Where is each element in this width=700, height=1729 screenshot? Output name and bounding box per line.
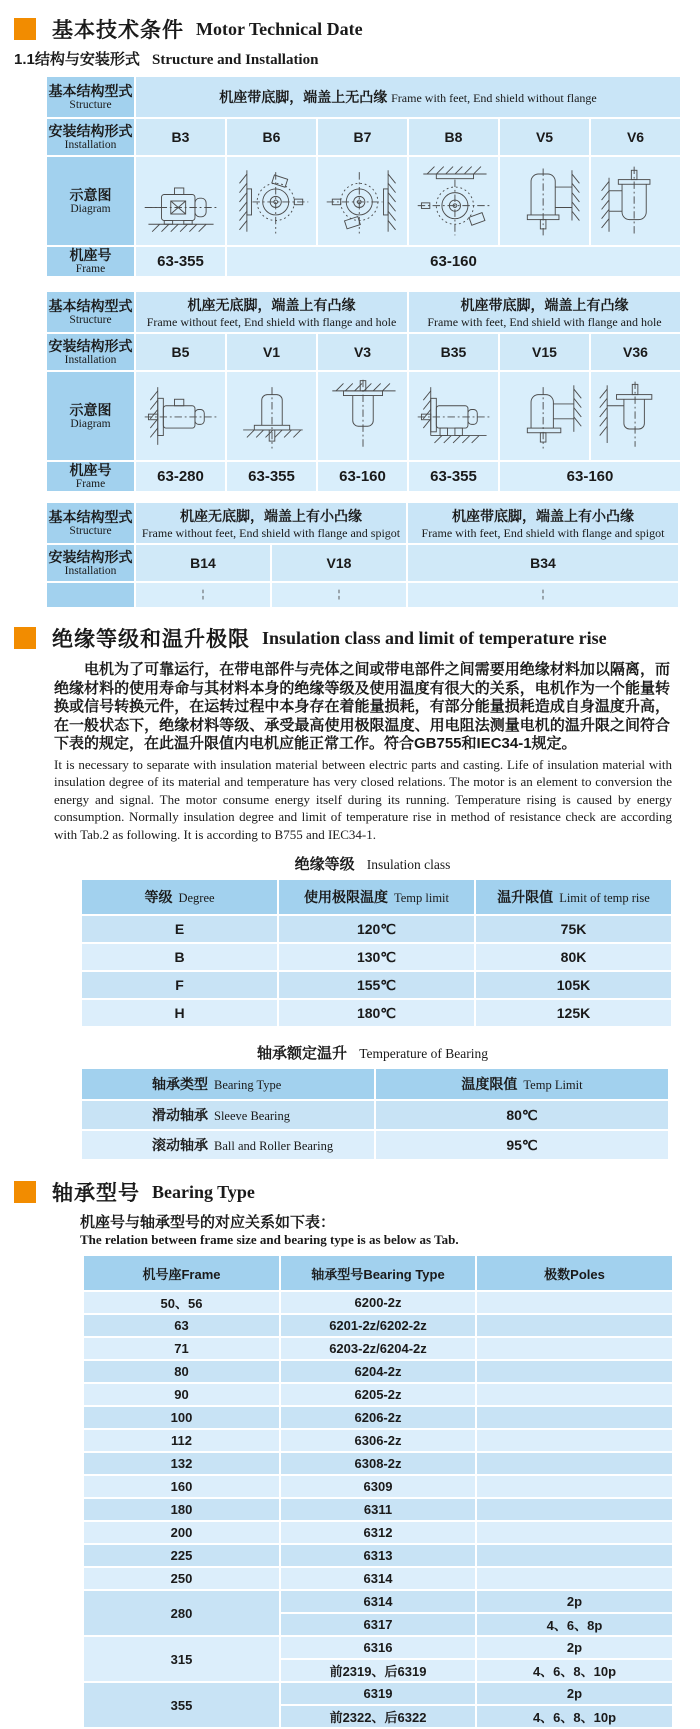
motor-diagram-v6 <box>591 157 680 245</box>
table-row <box>84 1545 672 1566</box>
table-row <box>84 1338 672 1359</box>
installation-row-label: 安装结构形式 Installation <box>47 334 134 370</box>
frame-range: 63-160 <box>318 462 407 491</box>
temp-limit: 180℃ <box>279 1000 474 1026</box>
rise-limit: 125K <box>476 1000 671 1026</box>
bearing: 6319 <box>281 1683 475 1704</box>
section-title-en: Motor Technical Date <box>196 18 363 39</box>
motor-diagram-v15-icon <box>503 376 587 456</box>
motor-diagram-b34-cropped <box>408 583 678 607</box>
structure-group: 机座带底脚，端盖上无凸缘 Frame with feet, End shield without flange <box>136 77 680 117</box>
table-row <box>84 1453 672 1474</box>
temp-limit: 95℃ <box>376 1131 668 1159</box>
table-row <box>84 1591 672 1612</box>
bearing: 6314 <box>281 1591 475 1612</box>
frame: 280 <box>84 1591 279 1635</box>
table-row <box>84 1499 672 1520</box>
bearing: 6200-2z <box>281 1292 475 1313</box>
frame-range: 63-280 <box>136 462 225 491</box>
bearing-type: 滑动轴承 Sleeve Bearing <box>82 1101 374 1129</box>
table-row <box>47 583 678 607</box>
motor-diagram-v5-icon <box>503 161 587 241</box>
installation-row-label: 安装结构形式 Installation <box>47 545 134 581</box>
bearing-subtitle-en: The relation between frame size and bearing type is as below as Tab. <box>80 1232 459 1247</box>
section-title-en: Bearing Type <box>152 1181 255 1202</box>
bearing: 6204-2z <box>281 1361 475 1382</box>
table-header-row <box>82 1069 668 1099</box>
motor-diagram-b5 <box>136 372 225 460</box>
frame-range: 63-355 <box>409 462 498 491</box>
frame: 100 <box>84 1407 279 1428</box>
table-row <box>82 1101 668 1129</box>
structure-table-3 <box>45 501 680 609</box>
motor-diagram-v5 <box>500 157 589 245</box>
temp-limit: 120℃ <box>279 916 474 942</box>
poles: 2p <box>477 1683 672 1704</box>
table-row <box>84 1430 672 1451</box>
poles <box>477 1499 672 1520</box>
subsection-title-zh: 1.1结构与安装形式 <box>14 51 140 68</box>
table-row <box>82 916 671 942</box>
poles <box>477 1384 672 1405</box>
frame-row-label: 机座号 Frame <box>47 462 134 491</box>
temp-limit: 130℃ <box>279 944 474 970</box>
frame: 71 <box>84 1338 279 1359</box>
frame-range: 63-355 <box>136 247 225 276</box>
temp-limit: 80℃ <box>376 1101 668 1129</box>
motor-diagram-b7-icon <box>321 161 405 241</box>
bearing: 6314 <box>281 1568 475 1589</box>
poles: 4、6、8、10p <box>477 1706 672 1727</box>
motor-diagram-v18-icon <box>297 586 381 604</box>
table-row <box>47 372 680 460</box>
col-bearing-type: 轴承型号Bearing Type <box>281 1256 475 1290</box>
table-row <box>84 1476 672 1497</box>
table-row <box>84 1522 672 1543</box>
table-row <box>84 1568 672 1589</box>
motor-diagram-b14-cropped <box>136 583 270 607</box>
poles <box>477 1338 672 1359</box>
degree: H <box>82 1000 277 1026</box>
frame: 90 <box>84 1384 279 1405</box>
motor-diagram-v3-icon <box>321 376 405 456</box>
section-title-en: Insulation class and limit of temperature rise <box>262 627 607 648</box>
bearing: 6201-2z/6202-2z <box>281 1315 475 1336</box>
table-row <box>84 1361 672 1382</box>
motor-diagram-b34-icon <box>501 586 585 604</box>
poles: 2p <box>477 1637 672 1658</box>
motor-diagram-v36 <box>591 372 680 460</box>
diagram-row-label-cropped <box>47 583 134 607</box>
installation-v3: V3 <box>318 334 407 370</box>
insulation-table-title: 绝缘等级 Insulation class <box>294 856 451 873</box>
bearing: 6203-2z/6204-2z <box>281 1338 475 1359</box>
frame: 180 <box>84 1499 279 1520</box>
diagram-row-label: 示意图 Diagram <box>47 372 134 460</box>
table-row <box>84 1315 672 1336</box>
table-row <box>84 1683 672 1704</box>
structure-row-label: 基本结构型式 Structure <box>47 292 134 332</box>
section-insulation-header <box>14 623 700 653</box>
motor-diagram-b3 <box>136 157 225 245</box>
col-degree: 等级 Degree <box>82 880 277 914</box>
bearing: 6205-2z <box>281 1384 475 1405</box>
section-bullet-icon <box>14 18 36 40</box>
insulation-paragraph-zh: 电机为了可靠运行，在带电部件与壳体之间或带电部件之间需要用绝缘材料加以隔离，而绝缘材料的使用寿命与其材料本身的绝缘等级及使用温度有很大的关系，电机作为一个能量转换或信号转换元件，在运转过程中本身存在着能量损耗，有部分能量损耗造成自身温度升高，在一般状态下，绝缘材料等级、承受最高使用极限温度、用电阻法测量电机的温升限之间符合下表的规定，在此温升限值内电机应能正常工作。符合GB755和IEC34-1规定。 <box>54 661 670 752</box>
table-row <box>47 119 680 155</box>
bearing: 6311 <box>281 1499 475 1520</box>
frame: 315 <box>84 1637 279 1681</box>
motor-diagram-b8 <box>409 157 498 245</box>
motor-diagram-v1-icon <box>230 376 314 456</box>
col-temp-limit: 温度限值 Temp Limit <box>376 1069 668 1099</box>
bearing: 6316 <box>281 1637 475 1658</box>
bearing: 前2319、后6319 <box>281 1660 475 1681</box>
installation-v1: V1 <box>227 334 316 370</box>
bearing: 6317 <box>281 1614 475 1635</box>
installation-b7: B7 <box>318 119 407 155</box>
installation-b3: B3 <box>136 119 225 155</box>
motor-diagram-v36-icon <box>594 376 678 456</box>
section-bearing-header <box>14 1177 700 1207</box>
table-row <box>82 972 671 998</box>
motor-diagram-b5-icon <box>139 376 223 456</box>
subsection-title-en: Structure and Installation <box>152 52 319 68</box>
temp-limit: 155℃ <box>279 972 474 998</box>
installation-v5: V5 <box>500 119 589 155</box>
motor-diagram-b35-icon <box>412 376 496 456</box>
motor-diagram-v1 <box>227 372 316 460</box>
bearing-type: 滚动轴承 Ball and Roller Bearing <box>82 1131 374 1159</box>
poles <box>477 1568 672 1589</box>
structure-group: 机座带底脚，端盖上有凸缘 Frame with feet, End shield with flange and hole <box>409 292 680 332</box>
insulation-table <box>80 878 673 1028</box>
structure-row-label: 基本结构型式 Structure <box>47 503 134 543</box>
degree: E <box>82 916 277 942</box>
table-row <box>82 944 671 970</box>
insulation-paragraph-en: It is necessary to separate with insulation material between electric parts and casting. Life of insulation material with insulation degree of its material and temperature has very closed relations. The motor is an element to conversion the energy and signal. The motor consume energy itself during its running. Temperature rising is caused by energy consumption. Normally insulation degree and limit of temperature rise in method of resistance check are according with Tab.2 as following. It is according to B755 and IEC34-1. <box>54 756 672 842</box>
table-row <box>84 1292 672 1313</box>
bearing: 6309 <box>281 1476 475 1497</box>
table-row <box>47 247 680 276</box>
rise-limit: 80K <box>476 944 671 970</box>
table-row <box>47 77 680 117</box>
degree: B <box>82 944 277 970</box>
section-title-zh: 基本技术条件 <box>52 19 184 42</box>
structure-group: 机座无底脚，端盖上有凸缘 Frame without feet, End shield with flange and hole <box>136 292 407 332</box>
installation-row-label: 安装结构形式 Installation <box>47 119 134 155</box>
bearing: 前2322、后6322 <box>281 1706 475 1727</box>
poles <box>477 1453 672 1474</box>
poles: 4、6、8、10p <box>477 1660 672 1681</box>
col-frame: 机号座Frame <box>84 1256 279 1290</box>
bearing-type-table <box>82 1254 674 1729</box>
col-temp-limit: 使用极限温度 Temp limit <box>279 880 474 914</box>
poles <box>477 1522 672 1543</box>
motor-diagram-v18-cropped <box>272 583 406 607</box>
bearing: 6308-2z <box>281 1453 475 1474</box>
section-title-zh: 绝缘等级和温升极限 <box>52 628 250 651</box>
frame: 80 <box>84 1361 279 1382</box>
table-header-row <box>84 1256 672 1290</box>
table-row <box>84 1407 672 1428</box>
table-header-row <box>82 880 671 914</box>
table-row <box>84 1637 672 1658</box>
structure-table-1 <box>45 75 682 278</box>
motor-diagram-v15 <box>500 372 589 460</box>
frame-range: 63-355 <box>227 462 316 491</box>
installation-b6: B6 <box>227 119 316 155</box>
frame: 200 <box>84 1522 279 1543</box>
installation-b8: B8 <box>409 119 498 155</box>
table-row <box>84 1384 672 1405</box>
installation-v15: V15 <box>500 334 589 370</box>
bearing: 6306-2z <box>281 1430 475 1451</box>
frame-range: 63-160 <box>500 462 680 491</box>
section-bullet-icon <box>14 1181 36 1203</box>
rise-limit: 105K <box>476 972 671 998</box>
rise-limit: 75K <box>476 916 671 942</box>
table-row <box>47 334 680 370</box>
table-row <box>47 462 680 491</box>
col-rise-limit: 温升限值 Limit of temp rise <box>476 880 671 914</box>
motor-diagram-b14-icon <box>161 586 245 604</box>
poles <box>477 1545 672 1566</box>
table-row <box>47 292 680 332</box>
section-motor-header <box>14 14 700 44</box>
installation-v18: V18 <box>272 545 406 581</box>
section-bullet-icon <box>14 627 36 649</box>
installation-b5: B5 <box>136 334 225 370</box>
col-bearing-type: 轴承类型 Bearing Type <box>82 1069 374 1099</box>
frame: 250 <box>84 1568 279 1589</box>
motor-diagram-v6-icon <box>594 161 678 241</box>
col-poles: 极数Poles <box>477 1256 672 1290</box>
installation-b35: B35 <box>409 334 498 370</box>
poles <box>477 1430 672 1451</box>
section-title-zh: 轴承型号 <box>52 1182 140 1205</box>
poles <box>477 1476 672 1497</box>
structure-group: 机座带底脚，端盖上有小凸缘 Frame with feet, End shield with flange and spigot <box>408 503 678 543</box>
table-row <box>82 1000 671 1026</box>
bearing: 6312 <box>281 1522 475 1543</box>
frame-range: 63-160 <box>227 247 680 276</box>
poles: 4、6、8p <box>477 1614 672 1635</box>
installation-v36: V36 <box>591 334 680 370</box>
installation-v6: V6 <box>591 119 680 155</box>
frame: 50、56 <box>84 1292 279 1313</box>
frame: 225 <box>84 1545 279 1566</box>
motor-diagram-b6 <box>227 157 316 245</box>
motor-diagram-b3-icon <box>139 161 223 241</box>
motor-diagram-b6-icon <box>230 161 314 241</box>
motor-diagram-b8-icon <box>412 161 496 241</box>
poles <box>477 1292 672 1313</box>
motor-diagram-v3 <box>318 372 407 460</box>
poles <box>477 1315 672 1336</box>
frame-row-label: 机座号 Frame <box>47 247 134 276</box>
poles <box>477 1361 672 1382</box>
degree: F <box>82 972 277 998</box>
table-row <box>47 545 678 581</box>
frame: 132 <box>84 1453 279 1474</box>
structure-row-label: 基本结构型式 Structure <box>47 77 134 117</box>
frame: 355 <box>84 1683 279 1727</box>
frame: 160 <box>84 1476 279 1497</box>
installation-b34: B34 <box>408 545 678 581</box>
bearing-temp-table <box>80 1067 670 1161</box>
motor-diagram-b35 <box>409 372 498 460</box>
poles <box>477 1407 672 1428</box>
structure-group: 机座无底脚，端盖上有小凸缘 Frame without feet, End shield with flange and spigot <box>136 503 406 543</box>
bearing-subtitle-zh: 机座号与轴承型号的对应关系如下表： <box>80 1214 336 1231</box>
poles: 2p <box>477 1591 672 1612</box>
structure-table-2 <box>45 290 682 493</box>
diagram-row-label: 示意图 Diagram <box>47 157 134 245</box>
installation-b14: B14 <box>136 545 270 581</box>
table-row <box>47 503 678 543</box>
bearing: 6206-2z <box>281 1407 475 1428</box>
frame: 112 <box>84 1430 279 1451</box>
frame: 63 <box>84 1315 279 1336</box>
bearing-temp-table-title: 轴承额定温升 Temperature of Bearing <box>257 1045 488 1062</box>
bearing: 6313 <box>281 1545 475 1566</box>
table-row <box>82 1131 668 1159</box>
subsection-structure-installation <box>14 48 700 69</box>
motor-diagram-b7 <box>318 157 407 245</box>
table-row <box>47 157 680 245</box>
